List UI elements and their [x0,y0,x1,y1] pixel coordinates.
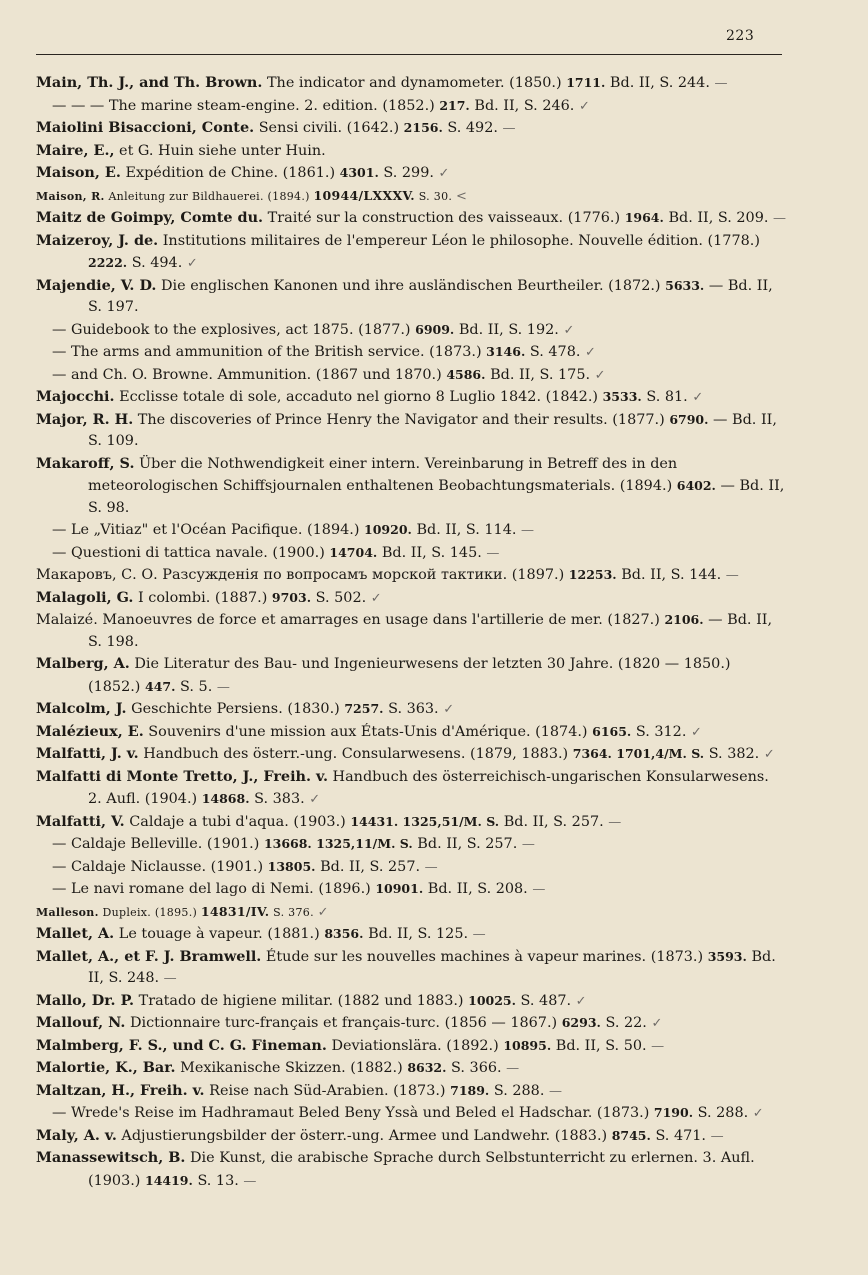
handwritten-mark: — [608,814,622,830]
handwritten-mark: — [532,882,546,897]
bibliography-entry [36,811,786,834]
entry-reference: — Bd. II, S. 198. [88,612,773,650]
entry-title: Wrede's Reise im Hadhramaut Beled Beny Yssà und Beled el Hadschar. (1873.) [70,1105,650,1121]
entry-author: Malberg, A. [36,655,130,672]
handwritten-mark: — [521,523,535,538]
entry-author: — [52,836,67,852]
handwritten-mark: — [773,211,787,226]
entry-reference: Bd. II, S. 246. [474,97,575,114]
entry-author: Main, Th. J., and Th. Brown. [36,74,263,91]
entry-catalog-number: 10944/LXXXV. [313,187,415,203]
handwritten-mark: ✓ [563,322,575,338]
entry-reference: S. 382. [708,746,760,762]
entry-author: — [52,321,67,338]
entry-reference: Bd. II, S. 257. [503,813,604,830]
entry-title: Manoeuvres de force et amarrages en usage dans l'artillerie de mer. (1827.) [102,612,660,628]
bibliography-entry [36,162,786,185]
entry-title: Le „Vitiaz" et l'Océan Pacifique. (1894.) [70,522,360,538]
entry-title: Ecclisse totale di sole, accaduto nel giorno 8 Luglio 1842. (1842.) [119,389,599,405]
entry-reference: Bd. II, S. 145. [381,544,482,561]
entry-reference: S. 366. [451,1060,502,1076]
handwritten-mark: ✓ [317,904,329,920]
bibliography-entry [36,1080,786,1103]
entry-author: Maitz de Goimpy, Comte du. [36,209,264,226]
handwritten-mark: ✓ [443,702,455,717]
entry-reference: S. 288. [493,1082,545,1099]
entry-author: Mallet, A., et F. J. Bramwell. [36,947,262,965]
handwritten-mark: — [243,1173,257,1189]
bibliography-entry [36,923,786,946]
handwritten-mark: ✓ [309,792,321,807]
bibliography-entry [36,409,786,453]
entry-reference: Bd. II, S. 248. [88,948,776,986]
entry-catalog-number: 4301. [339,165,379,180]
entry-reference: Bd. II, S. 209. [668,210,769,226]
handwritten-mark: ✓ [690,724,702,740]
entry-reference: S. 376. [273,905,314,919]
handwritten-mark: ✓ [578,98,590,114]
entry-author: Major, R. H. [36,410,134,428]
entry-title: Über die Nothwendigkeit einer intern. Vereinbarung in Betreff des in den meteorologischen Schiffsjournalen enthaltenen Beobachtungsmaterials. (1894.) [88,455,678,494]
entry-catalog-number: 7257. [344,701,384,716]
entry-author: Malézieux, E. [36,722,144,740]
entry-catalog-number: 6909. [415,321,455,337]
entry-author: Malfatti, V. [36,812,125,830]
entry-catalog-number: 2106. [664,612,704,627]
bibliography-entry [36,564,786,587]
entry-title: Caldaje a tubi d'aqua. (1903.) [129,813,346,830]
bibliography-entry [36,833,786,856]
entry-author: Maison, E. [36,164,121,181]
entry-catalog-number: 7364. 1701,4/M. S. [572,746,705,761]
entry-catalog-number: 8745. [611,1127,651,1143]
entry-reference: S. 22. [605,1015,647,1031]
handwritten-mark: ✓ [594,367,606,383]
entry-reference: S. 502. [315,589,367,606]
entry-author: Majocchi. [36,388,115,405]
entry-reference: S. 299. [383,165,434,181]
header-rule [36,54,782,55]
entry-author: Maison, R. [36,189,105,203]
entry-title: Expédition de Chine. (1861.) [125,165,336,181]
bibliography-list [36,72,786,1192]
entry-title: Le navi romane del lago di Nemi. (1896.) [70,881,371,897]
bibliography-entry [36,207,786,230]
bibliography-entry [36,587,786,610]
bibliography-entry [36,185,786,208]
entry-reference: Bd. II, S. 144. [621,567,722,583]
entry-catalog-number: 2156. [403,120,443,135]
entry-reference: S. 312. [635,723,687,740]
handwritten-mark: — [521,837,535,852]
entry-author: Mallouf, N. [36,1014,126,1031]
handwritten-mark: — [424,859,438,875]
entry-catalog-number: 14868. [201,791,250,806]
entry-author: Majendie, V. D. [36,276,157,294]
entry-reference: — Bd. II, S. 197. [88,277,773,315]
entry-reference: Bd. II, S. 244. [609,75,710,91]
entry-catalog-number: 6165. [592,723,632,739]
entry-title: Souvenirs d'une mission aux États-Unis d'Amérique. (1874.) [148,723,588,740]
handwritten-mark: ✓ [585,345,596,360]
bibliography-entry [36,990,786,1013]
entry-catalog-number: 3533. [602,389,642,404]
handwritten-mark: ✓ [575,993,587,1009]
handwritten-mark: — [486,545,500,561]
entry-reference: S. 471. [655,1127,706,1144]
entry-author: Malmberg, F. S., und C. G. Fineman. [36,1036,327,1054]
entry-title: Caldaje Belleville. (1901.) [70,836,260,852]
entry-catalog-number: 10920. [364,522,412,537]
entry-catalog-number: 7190. [653,1105,694,1120]
entry-author: — [52,858,67,875]
entry-title: The arms and ammunition of the British service. (1873.) [70,344,482,360]
entry-author: Manassewitsch, B. [36,1149,186,1166]
entry-catalog-number: 6293. [561,1015,601,1030]
entry-title: Sensi civili. (1642.) [258,120,400,136]
entry-author: Malfatti, J. v. [36,745,139,762]
entry-title: Anleitung zur Bildhauerei. (1894.) [108,189,310,203]
entry-catalog-number: 14419. [145,1172,193,1188]
entry-reference: S. 494. [131,255,183,271]
entry-author: Malaizé. [36,612,98,628]
entry-catalog-number: 8632. [407,1060,447,1075]
bibliography-entry [36,1147,786,1192]
bibliography-entry [36,946,786,990]
bibliography-entry [36,698,786,721]
entry-catalog-number: 1964. [624,210,664,225]
entry-author: Malleson. [36,905,99,919]
entry-title: Handbuch des österr.-ung. Consularwesens. (1879, 1883.) [143,746,569,762]
entry-author: Maltzan, H., Freih. v. [36,1081,205,1099]
entry-reference: Bd. II, S. 125. [368,926,469,942]
handwritten-mark: — [163,971,177,986]
entry-title: Handbuch des österreichisch-ungarischen Konsularwesens. 2. Aufl. (1904.) [88,768,769,807]
handwritten-mark: — [216,679,230,695]
entry-title: Mexikanische Skizzen. (1882.) [180,1060,403,1076]
bibliography-entry [36,364,786,387]
entry-title: I colombi. (1887.) [138,589,268,606]
entry-reference: Bd. II, S. 50. [555,1037,647,1054]
bibliography-entry [36,275,786,319]
bibliography-entry [36,72,786,95]
entry-title: Reise nach Süd-Arabien. (1873.) [209,1082,446,1099]
entry-title: Die englischen Kanonen und ihre ausländischen Beurtheiler. (1872.) [161,277,661,294]
entry-author: — [52,1105,67,1121]
entry-catalog-number: 4586. [446,366,486,382]
entry-catalog-number: 9703. [271,589,312,605]
entry-author: Maizeroy, J. de. [36,231,159,249]
entry-catalog-number: 2222. [88,255,128,270]
entry-reference: Bd. II, S. 114. [416,522,517,538]
bibliography-entry [36,341,786,364]
bibliography-entry [36,519,786,542]
entry-title: Traité sur la construction des vaisseaux. (1776.) [267,210,621,226]
bibliography-entry [36,117,786,140]
entry-reference: Bd. II, S. 257. [417,836,518,852]
entry-title: et G. Huin siehe unter Huin. [119,142,326,159]
bibliography-entry [36,1057,786,1080]
entry-author: Malagoli, G. [36,588,134,606]
entry-reference: Bd. II, S. 257. [320,858,421,875]
entry-title: Deviationslära. (1892.) [331,1037,499,1054]
entry-reference: S. 363. [388,701,439,717]
entry-author: Maire, E., [36,141,115,159]
entry-reference: S. 5. [180,678,213,695]
bibliography-entry [36,95,786,118]
entry-reference: S. 492. [447,120,498,136]
entry-author: Mallet, A. [36,925,115,942]
entry-title: The marine steam-engine. 2. edition. (1852.) [108,97,435,114]
handwritten-mark: ✓ [438,166,450,181]
entry-title: The discoveries of Prince Henry the Navigator and their results. (1877.) [137,411,665,428]
entry-catalog-number: 6402. [676,478,716,493]
entry-title: Caldaje Niclausse. (1901.) [70,858,264,875]
entry-author: — — — [52,97,105,114]
entry-reference: S. 487. [520,992,572,1009]
entry-title: Institutions militaires de l'empereur Léon le philosophe. Nouvelle édition. (1778.) [162,232,760,249]
entry-reference: — Bd. II, S. 109. [88,411,777,449]
entry-title: Étude sur les nouvelles machines à vapeur marines. (1873.) [265,948,704,965]
handwritten-mark: < [455,188,468,204]
entry-title: Geschichte Persiens. (1830.) [131,701,340,717]
bibliography-entry [36,140,786,163]
bibliography-entry [36,901,786,924]
bibliography-entry [36,878,786,901]
handwritten-mark: — [714,76,728,91]
bibliography-entry [36,1102,786,1125]
bibliography-entry [36,1012,786,1035]
entry-author: — [52,344,67,360]
entry-title: Adjustierungsbilder der österr.-ung. Armee und Landwehr. (1883.) [121,1127,608,1144]
entry-catalog-number: 1711. [566,75,606,90]
entry-catalog-number: 447. [145,678,176,694]
entry-author: — [52,881,67,897]
bibliography-entry [36,453,786,520]
entry-title: Guidebook to the explosives, act 1875. (1877.) [70,321,411,338]
entry-title: Die Kunst, die arabische Sprache durch Selbstunterricht zu erlernen. 3. Aufl. (1903.) [88,1150,755,1189]
bibliography-entry [36,386,786,409]
bibliography-entry [36,721,786,744]
bibliography-entry [36,319,786,342]
entry-title: The indicator and dynamometer. (1850.) [266,75,562,91]
handwritten-mark: — [725,568,739,583]
entry-author: Malfatti di Monte Tretto, J., Freih. v. [36,767,328,785]
entry-catalog-number: 12253. [568,567,617,582]
entry-author: Malcolm, J. [36,700,127,717]
bibliography-entry [36,1035,786,1058]
entry-catalog-number: 7189. [450,1082,490,1098]
handwritten-mark: — [710,1128,724,1144]
bibliography-entry [36,1125,786,1148]
entry-author: Макаровъ, С. О. [36,567,158,583]
page-number: 223 [726,28,755,44]
entry-reference: S. 81. [646,389,688,405]
entry-reference: Bd. II, S. 175. [490,366,591,383]
bibliography-entry [36,856,786,879]
handwritten-mark: ✓ [752,1106,764,1121]
bibliography-entry [36,743,786,766]
entry-author: Mallo, Dr. P. [36,991,135,1009]
entry-title: and Ch. O. Browne. Ammunition. (1867 und 1870.) [70,366,442,383]
handwritten-mark: ✓ [651,1016,663,1031]
entry-reference: S. 30. [418,189,453,203]
entry-author: — [52,544,67,561]
entry-catalog-number: 217. [439,97,470,113]
entry-catalog-number: 10901. [375,881,424,896]
handwritten-mark: ✓ [763,747,775,762]
bibliography-entry [36,766,786,811]
handwritten-mark: — [651,1038,665,1054]
handwritten-mark: ✓ [370,590,382,606]
entry-title: Questioni di tattica navale. (1900.) [70,544,325,561]
bibliography-entry [36,230,786,275]
entry-author: Malortie, K., Bar. [36,1059,176,1076]
bibliography-entry [36,653,786,698]
entry-catalog-number: 13668. 1325,11/M. S. [263,836,413,851]
handwritten-mark: — [506,1061,520,1076]
entry-author: Maiolini Bisaccioni, Conte. [36,119,255,136]
entry-title: Dictionnaire turc-français et français-turc. (1856 — 1867.) [129,1015,558,1031]
entry-catalog-number: 10895. [503,1037,552,1053]
entry-author: — [52,522,67,538]
entry-catalog-number: 13805. [267,858,316,874]
entry-reference: S. 13. [197,1172,239,1189]
entry-reference: Bd. II, S. 208. [427,881,528,897]
handwritten-mark: ✓ [186,256,198,271]
entry-catalog-number: 3593. [707,948,747,964]
entry-title: Dupleix. (1895.) [102,905,198,919]
handwritten-mark: ✓ [692,390,704,405]
entry-author: Makaroff, S. [36,454,135,472]
entry-catalog-number: 8356. [324,926,364,941]
entry-reference: S. 288. [697,1105,749,1121]
entry-author: — [52,366,67,383]
bibliography-entry [36,542,786,565]
entry-catalog-number: 14704. [329,544,378,560]
entry-catalog-number: 14831/IV. [200,903,270,919]
entry-catalog-number: 14431. 1325,51/M. S. [350,813,500,829]
entry-catalog-number: 5633. [665,277,705,293]
handwritten-mark: — [548,1083,562,1099]
entry-reference: S. 383. [254,791,305,807]
entry-title: Le touage à vapeur. (1881.) [118,926,320,942]
entry-catalog-number: 6790. [669,411,709,427]
entry-title: Разсужденія по вопросамъ морской тактики. (1897.) [162,567,565,583]
entry-reference: — Bd. II, S. 98. [88,478,785,516]
handwritten-mark: — [502,121,516,136]
entry-catalog-number: 3146. [486,344,526,359]
entry-author: Maly, A. v. [36,1126,117,1144]
entry-title: Tratado de higiene militar. (1882 und 1883.) [138,992,464,1009]
entry-title: Die Literatur des Bau- und Ingenieurwesens der letzten 30 Jahre. (1820 — 1850.) (1852.) [88,656,731,695]
bibliography-entry [36,609,786,653]
entry-reference: S. 478. [529,344,581,360]
handwritten-mark: — [472,927,486,942]
entry-catalog-number: 10025. [468,992,516,1008]
entry-reference: Bd. II, S. 192. [458,321,559,338]
